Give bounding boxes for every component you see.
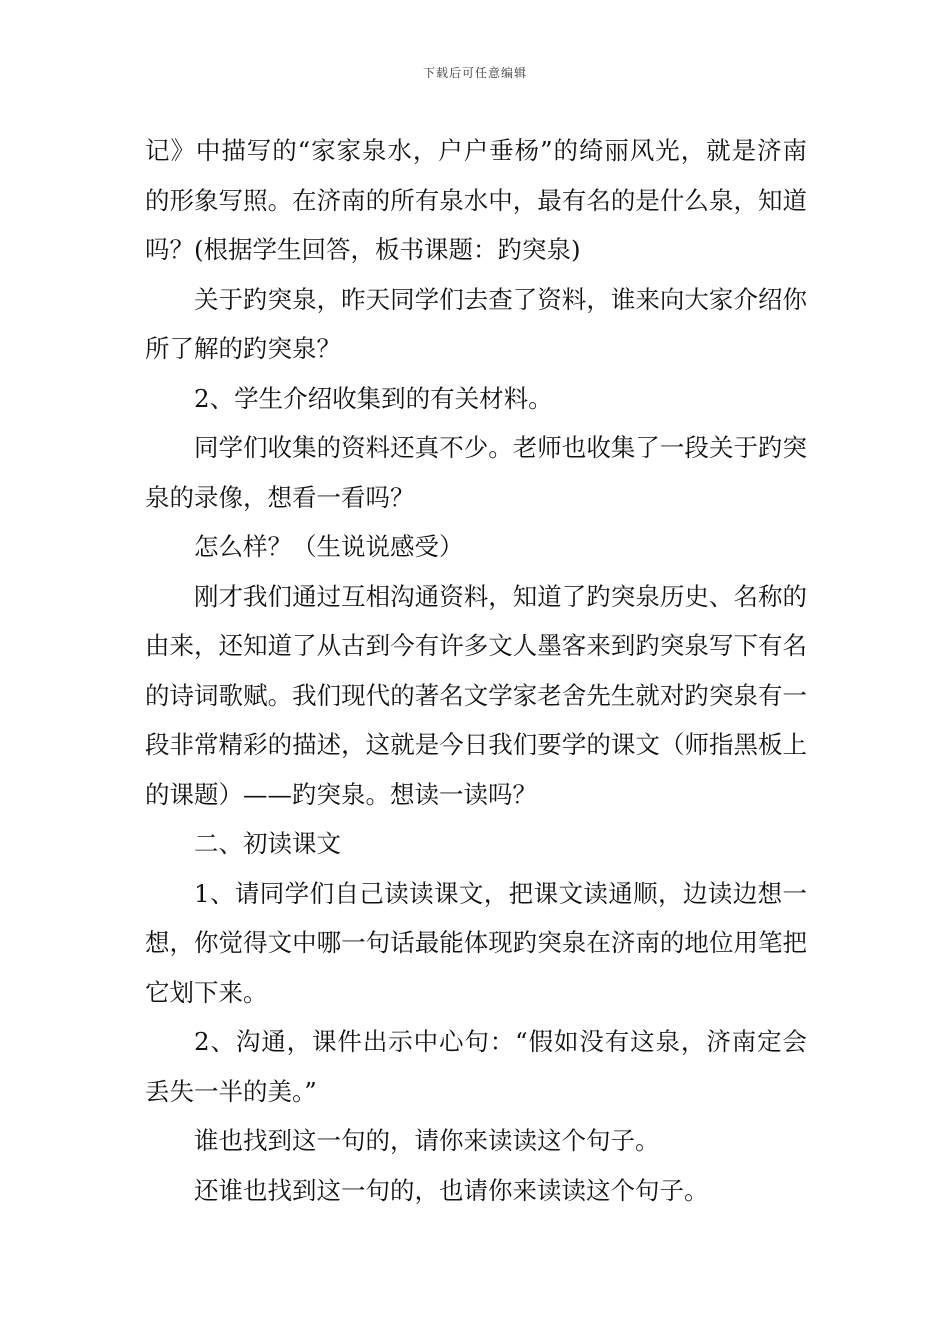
section-heading: 二、初读课文 [194, 829, 341, 858]
paragraph-11: 还谁也找到这一句的，也请你来读读这个句子。 [194, 1175, 709, 1205]
paragraph-4: 同学们收集的资料还真不少。老师也收集了一段关于趵突泉的录像，想看一看吗？ [145, 433, 807, 512]
page-header: 下载后可任意编辑 [422, 66, 527, 80]
paragraph-6: 刚才我们通过互相沟通资料，知道了趵突泉历史、名称的由来，还知道了从古到今有许多文人墨客来到趵突泉写下有名的诗词歌赋。我们现代的著名文学家老舍先生就对趵突泉有一段非常精彩的描述，这就是今日我们要学的课文（师指黑板上的课题）——趵突泉。想读一读吗？ [145, 581, 807, 809]
paragraph-5: 怎么样？（生说说感受） [194, 532, 464, 561]
paragraph-8: 1、请同学们自己读读课文，把课文读通顺，边读边想一想，你觉得文中哪一句话最能体现趵突泉在济南的地位用笔把它划下来。 [145, 878, 807, 1007]
paragraph-9: 2、沟通，课件出示中心句：“假如没有这泉，济南定会丢失一半的美。” [145, 1027, 807, 1106]
paragraph-2: 关于趵突泉，昨天同学们去查了资料，谁来向大家介绍你所了解的趵突泉？ [145, 284, 807, 363]
paragraph-10: 谁也找到这一句的，请你来读读这个句子。 [194, 1126, 660, 1155]
paragraph-1: 记》中描写的“家家泉水，户户垂杨”的绮丽风光，就是济南的形象写照。在济南的所有泉水中，最有名的是什么泉，知道吗？(根据学生回答，板书课题：趵突泉) [145, 136, 807, 264]
document-body [145, 126, 807, 1215]
paragraph-3: 2、学生介绍收集到的有关材料。 [194, 383, 553, 413]
